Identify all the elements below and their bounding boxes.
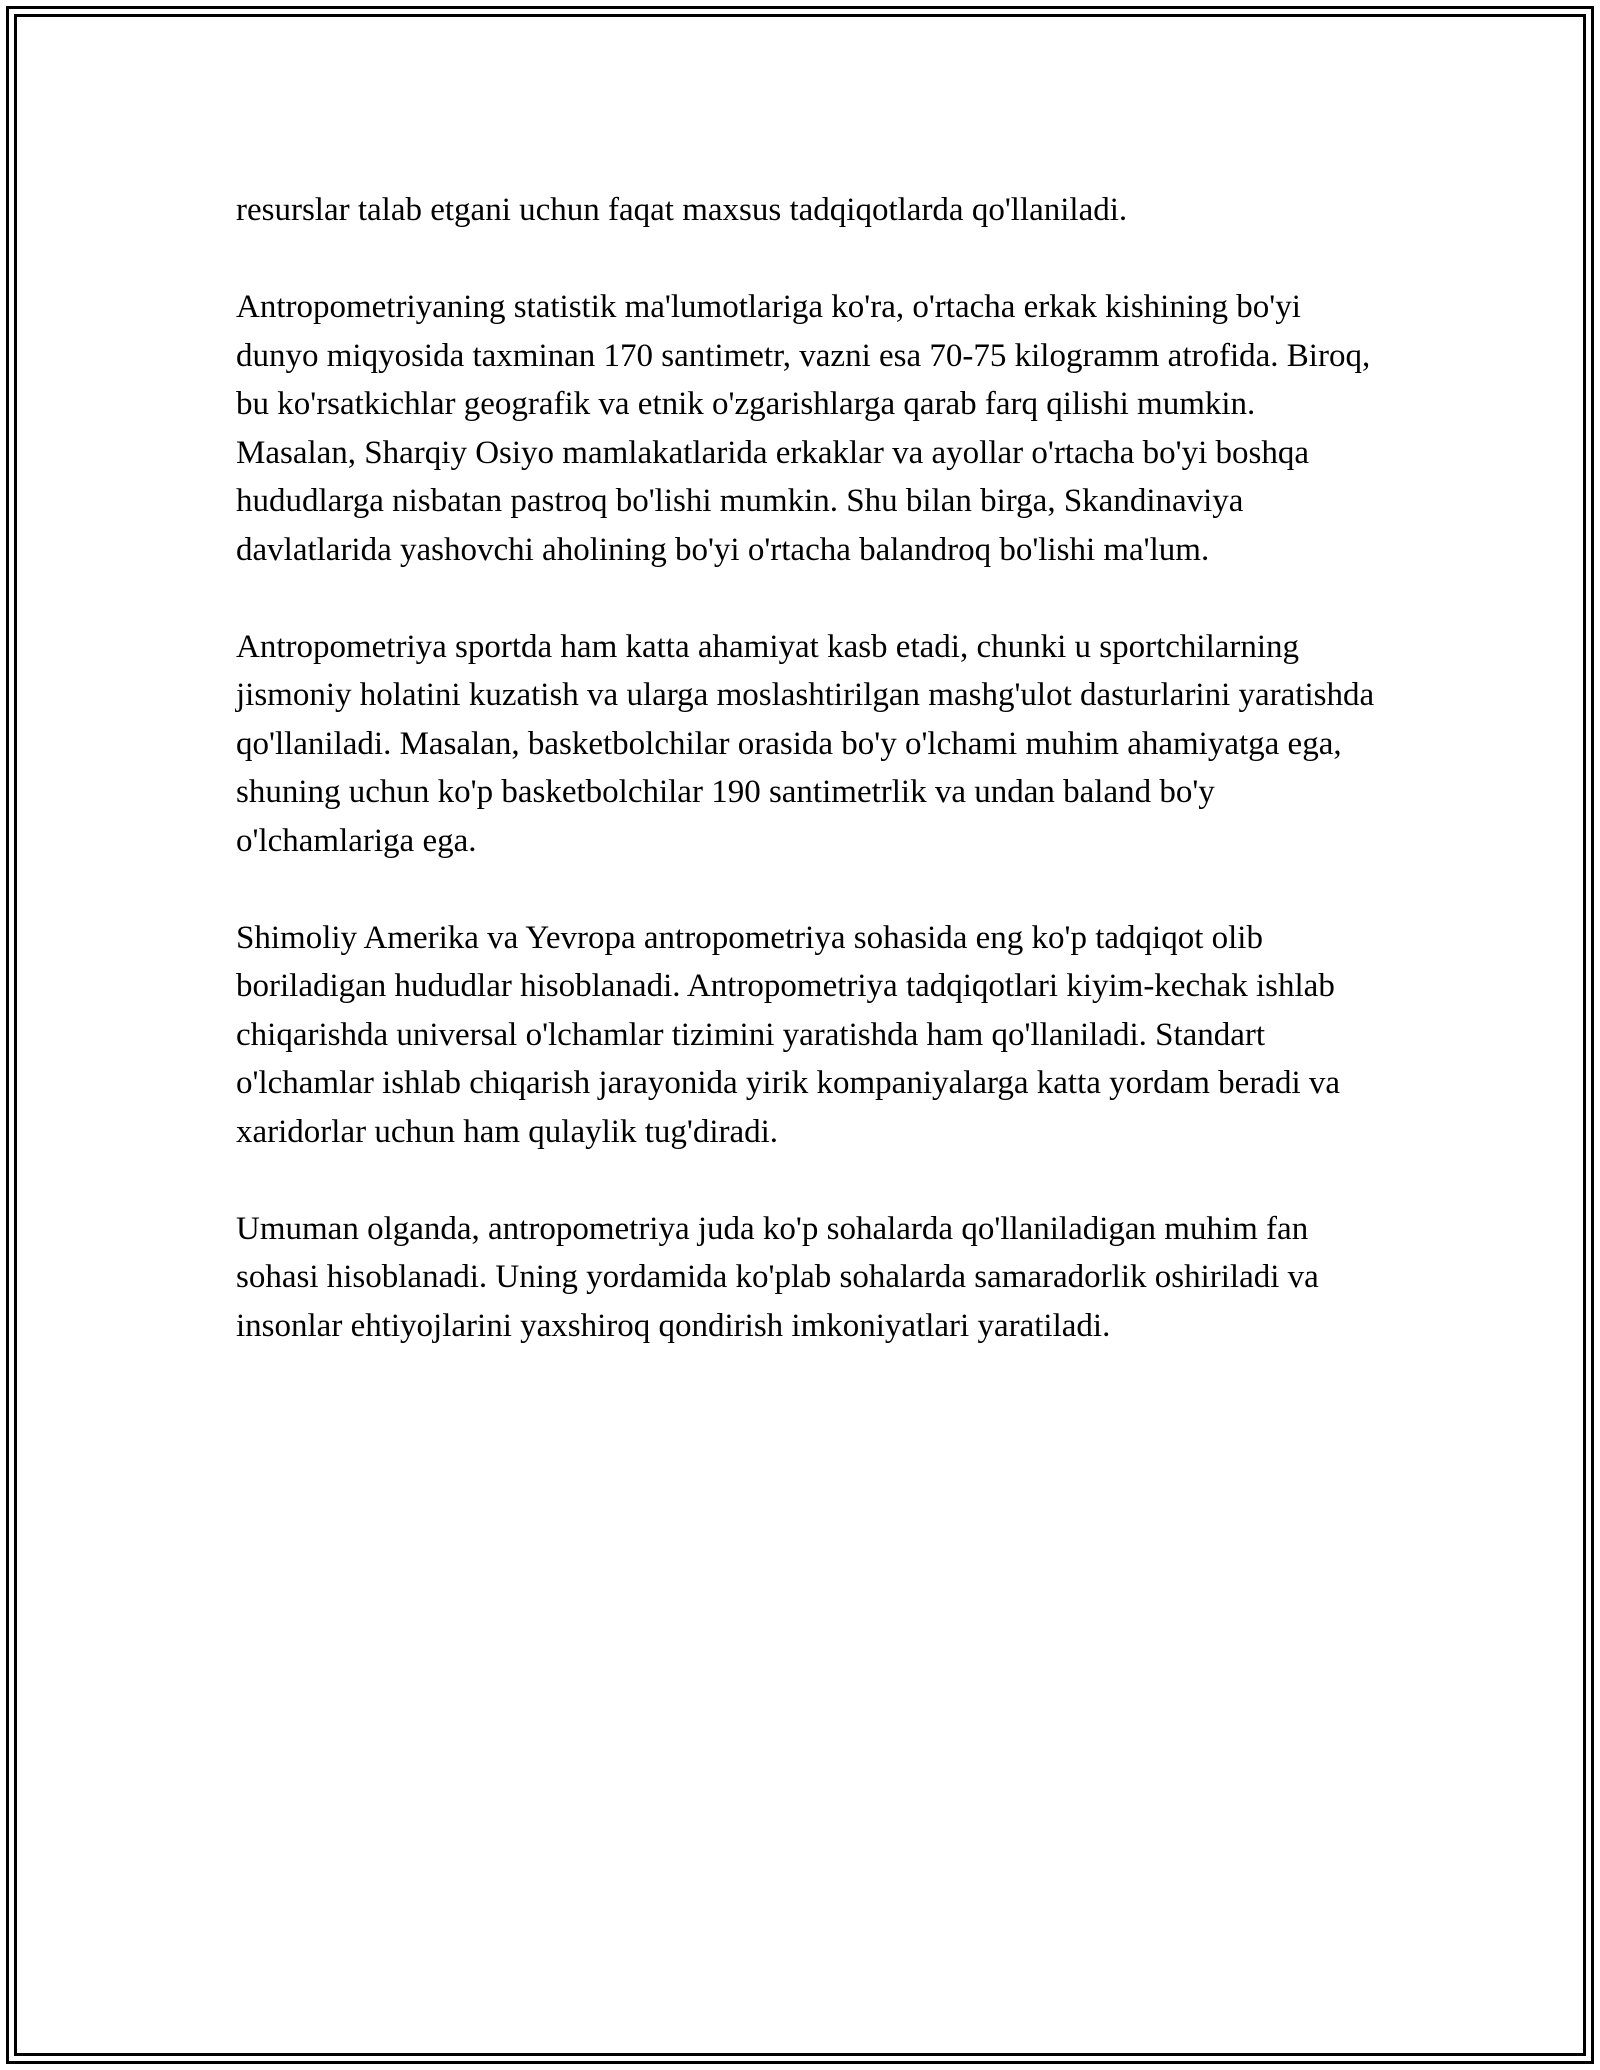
- paragraph-4: Shimoliy Amerika va Yevropa antropometriya sohasida eng ko'p tadqiqot olib boriladigan hududlar hisoblanadi. Antropometriya tadqiqotlari kiyim-kechak ishlab chiqarishda universal o'lchamlar tizimini yaratishda ham qo'llaniladi. Standart o'lchamlar ishlab chiqarish jarayonida yirik kompaniyalarga katta yordam beradi va xaridorlar uchun ham qulaylik tug'diradi.: [236, 919, 1341, 1150]
- document-body: [236, 186, 1376, 1399]
- paragraph-5: Umuman olganda, antropometriya juda ko'p sohalarda qo'llaniladigan muhim fan sohasi hisoblanadi. Uning yordamida ko'plab sohalarda samaradorlik oshiriladi va insonlar ehtiyojlarini yaxshiroq qondirish imkoniyatlari yaratiladi.: [236, 1210, 1319, 1344]
- paragraph-3: Antropometriya sportda ham katta ahamiyat kasb etadi, chunki u sportchilarning jismoniy holatini kuzatish va ularga moslashtirilgan mashg'ulot dasturlarini yaratishda qo'llaniladi. Masalan, basketbolchilar orasida bo'y o'lchami muhim ahamiyatga ega, shuning uchun ko'p basketbolchilar 190 santimetrlik va undan baland bo'y o'lchamlariga ega.: [236, 628, 1375, 859]
- paragraph-1: resurslar talab etgani uchun faqat maxsus tadqiqotlarda qo'llaniladi.: [236, 192, 1128, 228]
- paragraph-2: Antropometriyaning statistik ma'lumotlariga ko'ra, o'rtacha erkak kishining bo'yi dunyo miqyosida taxminan 170 santimetr, vazni esa 70-75 kilogramm atrofida. Biroq, bu ko'rsatkichlar geografik va etnik o'zgarishlarga qarab farq qilishi mumkin. Masalan, Sharqiy Osiyo mamlakatlarida erkaklar va ayollar o'rtacha bo'yi boshqa hududlarga nisbatan pastroq bo'lishi mumkin. Shu bilan birga, Skandinaviya davlatlarida yashovchi aholining bo'yi o'rtacha balandroq bo'lishi ma'lum.: [236, 289, 1371, 568]
